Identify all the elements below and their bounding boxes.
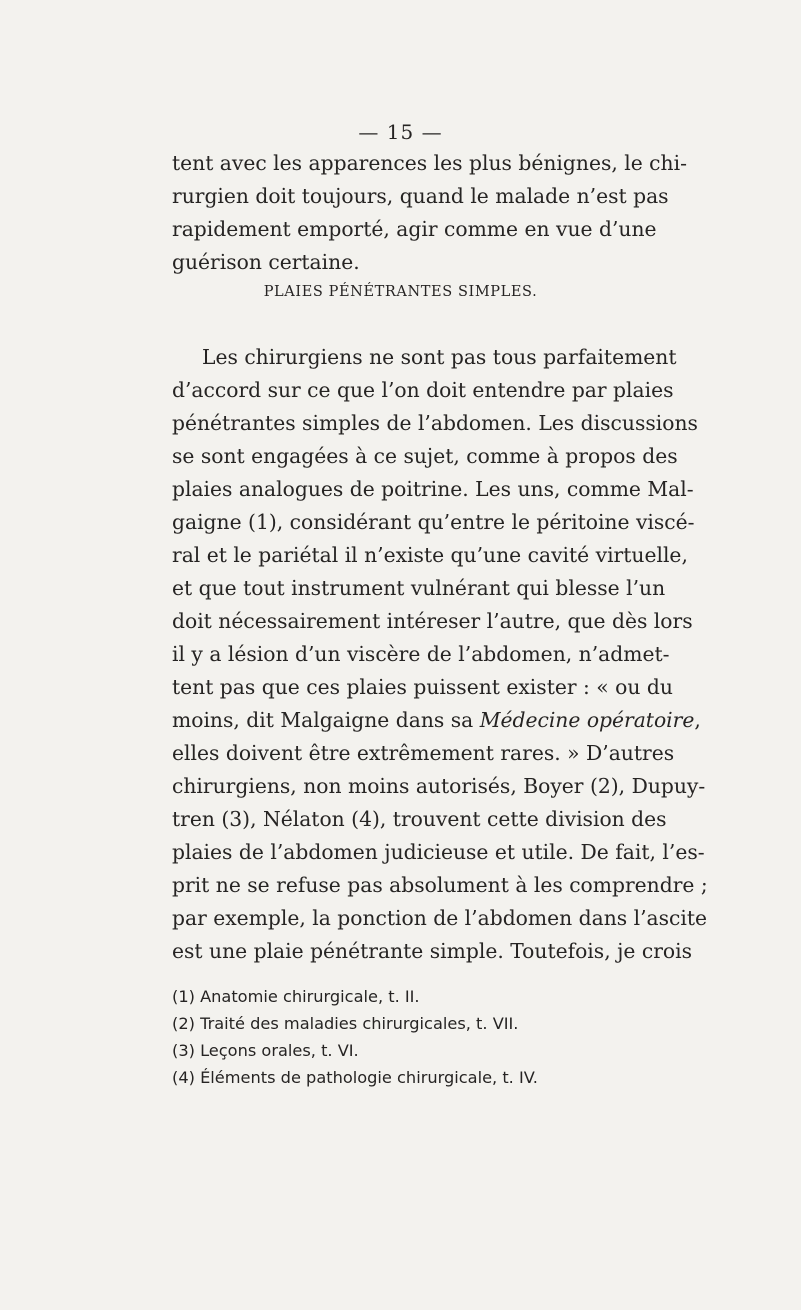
text-line: chirurgiens, non moins autorisés, Boyer (2), Dupuy- [172,774,706,798]
text-line: d’accord sur ce que l’on doit entendre par plaies [172,378,674,402]
text-line: tren (3), Nélaton (4), trouvent cette division des [172,807,667,831]
text-line: et que tout instrument vulnérant qui blesse l’un [172,576,666,600]
footnote: (3) Leçons orales, t. VI. [172,1041,359,1060]
text-line: guérison certaine. [172,250,360,274]
text-line: prit ne se refuse pas absolument à les comprendre ; [172,873,708,897]
text-line: Les chirurgiens ne sont pas tous parfaitement [202,345,677,369]
text-line: rurgien doit toujours, quand le malade n’est pas [172,184,669,208]
text-line: tent pas que ces plaies puissent exister : « ou du [172,675,673,699]
text-line: doit nécessairement intéreser l’autre, que dès lors [172,609,693,633]
footnote: (4) Éléments de pathologie chirurgicale, t. IV. [172,1068,538,1087]
section-heading: PLAIES PÉNÉTRANTES SIMPLES. [263,284,538,300]
page-number: — 15 — [358,120,443,144]
text-line: plaies de l’abdomen judicieuse et utile. De fait, l’es- [172,840,705,864]
text-line: tent avec les apparences les plus bénignes, le chi- [172,151,687,175]
text-line: il y a lésion d’un viscère de l’abdomen, n’admet- [172,642,670,666]
text-line: gaigne (1), considérant qu’entre le péritoine viscé- [172,510,695,534]
footnote: (2) Traité des maladies chirurgicales, t. VII. [172,1014,519,1033]
text-line: rapidement emporté, agir comme en vue d’une [172,217,657,241]
text-line: est une plaie pénétrante simple. Toutefois, je crois [172,939,692,963]
footnote: (1) Anatomie chirurgicale, t. II. [172,987,420,1006]
text-line [172,705,701,735]
book-title: Médecine opératoire [479,708,695,732]
text-segment: moins, dit Malgaigne dans sa [172,708,480,732]
text-line: par exemple, la ponction de l’abdomen dans l’ascite [172,906,708,930]
text-line: pénétrantes simples de l’abdomen. Les discussions [172,411,698,435]
text-line: ral et le pariétal il n’existe qu’une cavité virtuelle, [172,543,688,567]
text-line: se sont engagées à ce sujet, comme à propos des [172,444,678,468]
text-segment: , [694,708,701,732]
text-line: elles doivent être extrêmement rares. » D’autres [172,741,675,765]
text-line: plaies analogues de poitrine. Les uns, comme Mal- [172,477,694,501]
